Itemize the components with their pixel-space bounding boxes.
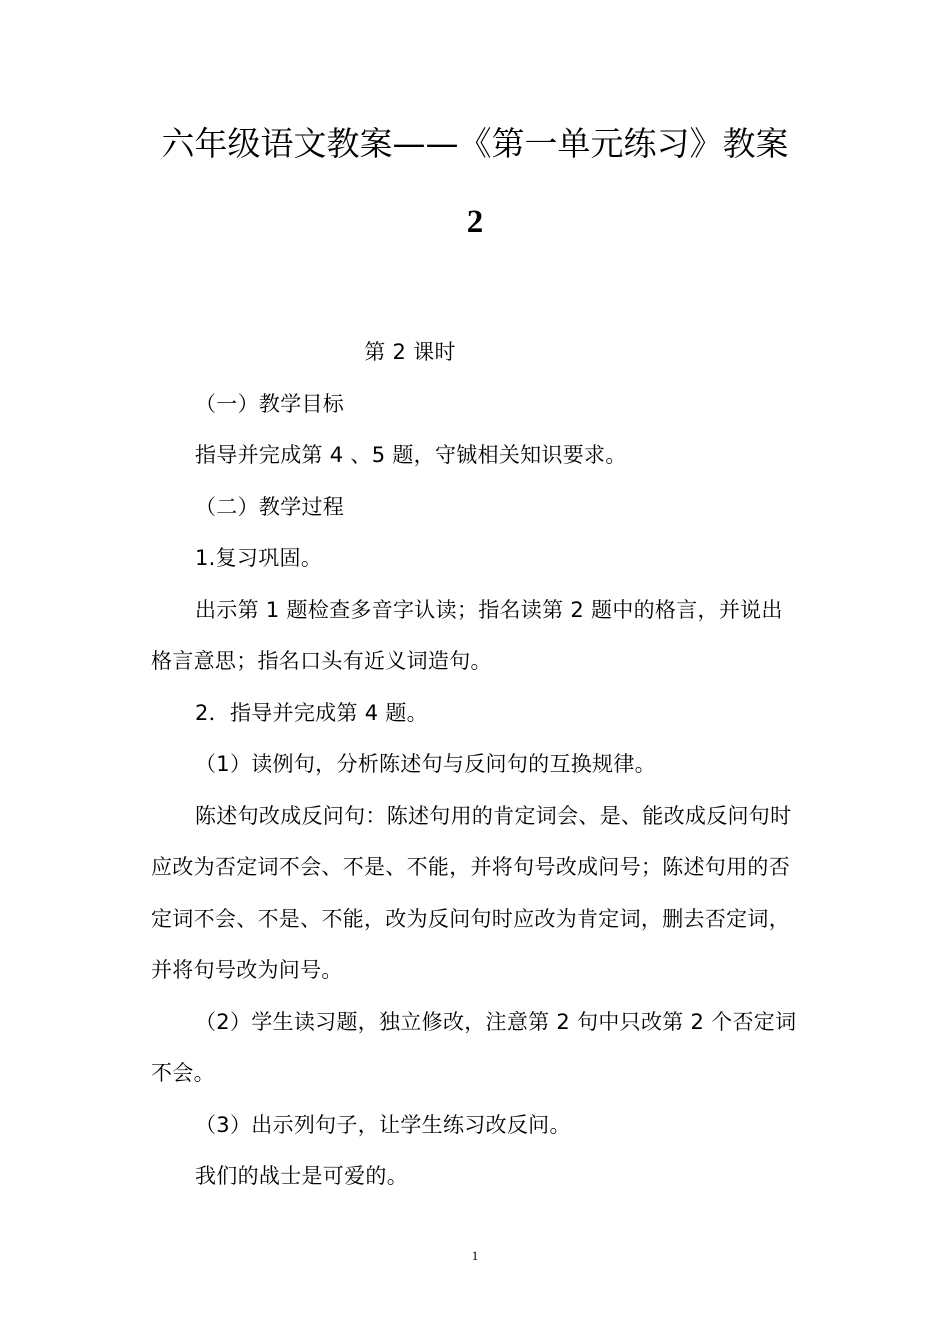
paragraph-review-detail: 出示第 1 题检查多音字认读；指名读第 2 题中的格言，并说出格言意思；指名口头有近义词造句。 — [151, 597, 783, 673]
document-title-continuation: 2 — [466, 204, 484, 240]
paragraph-rule: 陈述句改成反问句：陈述句用的肯定词会、是、能改成反问句时应改为否定词不会、不是、不能，并将句号改成问号；陈述句用的否定词不会、不是、不能，改为反问句时应改为肯定词，删去否定词，并将句号改为问号。 — [151, 803, 792, 982]
section-heading-process: （二）教学过程 — [195, 494, 345, 519]
paragraph-example: 我们的战士是可爱的。 — [195, 1164, 408, 1188]
paragraph-step-1: （1）读例句，分析陈述句与反问句的互换规律。 — [195, 752, 656, 776]
paragraph-guide-q4: 2．指导并完成第 4 题。 — [195, 700, 428, 725]
lesson-heading: 第 2 课时 — [364, 340, 456, 364]
document-body — [151, 327, 799, 1203]
page-number: 1 — [471, 1248, 479, 1263]
document-title: 六年级语文教案——《第一单元练习》教案 — [161, 124, 789, 163]
paragraph-objective: 指导并完成第 4 、5 题，守铖相关知识要求。 — [195, 443, 627, 467]
paragraph-review: 1.复习巩固。 — [195, 546, 323, 570]
section-heading-objectives: （一）教学目标 — [195, 391, 345, 416]
paragraph-step-2: （2）学生读习题，独立修改，注意第 2 句中只改第 2 个否定词不会。 — [151, 1009, 797, 1085]
paragraph-step-3: （3）出示列句子，让学生练习改反问。 — [195, 1112, 571, 1137]
